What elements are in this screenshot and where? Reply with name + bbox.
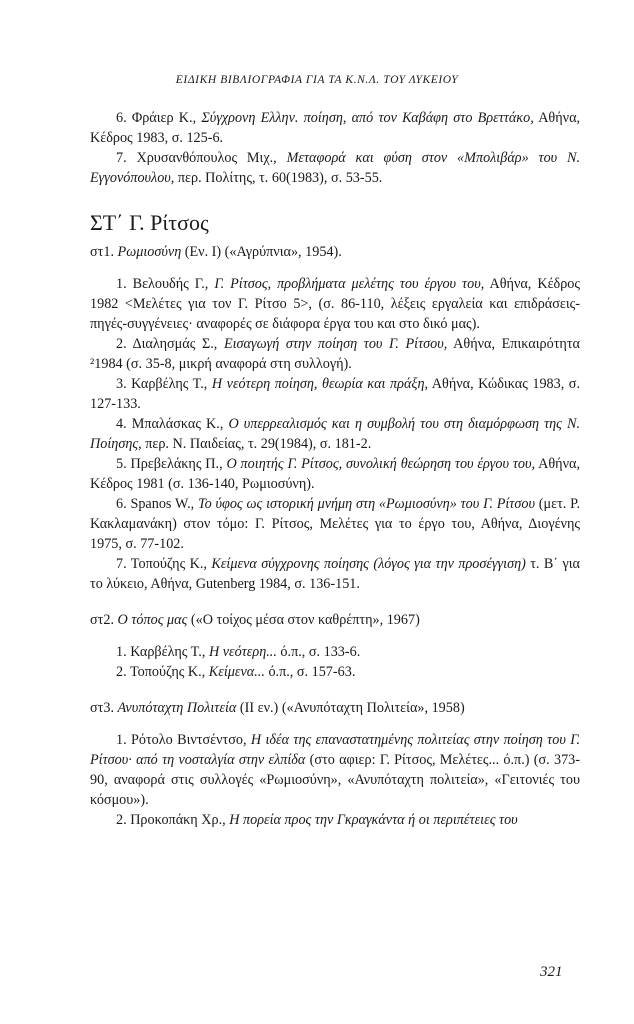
entry-author: Βελουδής Γ., [132, 276, 209, 292]
entry-details: περ. Ν. Παιδείας, τ. 29(1984), σ. 181-2. [145, 436, 372, 452]
entry-number: 6. [116, 496, 127, 512]
entry-number: 7. [116, 556, 127, 572]
entry-title: Η ιδέα της επαναστατημένης πολιτείας στην ποίηση του Γ. Ρίτσου· από τη νοσταλγία στην ελπίδα [90, 732, 580, 768]
entry-title: Η νεότερη ποίηση, θεωρία και πράξη, [211, 376, 429, 392]
entry-details: Αθήνα, Κέδρος 1983, σ. 125-6. [90, 110, 581, 146]
entry-author: Προκοπάκη Χρ., [130, 812, 226, 828]
entry-title: Το ύφος ως ιστορική μνήμη στη «Ρωμιοσύνη» του Γ. Ρίτσου [197, 496, 535, 512]
entry-number: 2. [116, 812, 127, 828]
subsection-label: στ1. [90, 244, 114, 260]
entry-title: Μεταφορά και φύση στον «Μπολιβάρ» του Ν. Εγγονόπουλου, [90, 150, 581, 186]
entry-number: 7. [116, 150, 127, 166]
subsection-title: Ανυπόταχτη Πολιτεία [117, 700, 237, 716]
subsection-2-entries [90, 642, 580, 682]
entry-author: Τοπούζης Κ., [129, 664, 206, 680]
entry-number: 2. [116, 664, 127, 680]
entry-details: (μετ. Ρ. Κακλαμανάκη) στον τόμο: Γ. Ρίτσος, Μελέτες για το έργο του, Αθήνα, Διογένης 1975, σ. 77-102. [90, 496, 581, 552]
top-entries [90, 108, 580, 188]
entry-author: Χρυσανθόπουλος Μιχ., [136, 150, 277, 166]
running-header: ΕΙΔΙΚΗ ΒΙΒΛΙΟΓΡΑΦΙΑ ΓΙΑ ΤΑ Κ.Ν.Λ. ΤΟΥ ΛΥΚΕΙΟΥ [175, 74, 459, 86]
entry-number: 3. [116, 376, 127, 392]
bibliography-entry [90, 374, 580, 414]
entry-number: 2. [116, 336, 127, 352]
entry-author: Spanos W., [130, 496, 195, 512]
entry-author: Πρεβελάκης Π., [130, 456, 223, 472]
entry-number: 1. [116, 276, 127, 292]
entry-details: Αθήνα, Κώδικας 1983, σ. 127-133. [90, 376, 580, 412]
entry-number: 5. [116, 456, 127, 472]
subsection-rest: («Ο τοίχος μέσα στον καθρέπτη», 1967) [190, 612, 420, 628]
bibliography-entry [90, 730, 580, 810]
bibliography-entry [90, 810, 580, 830]
section-title: ΣΤ΄ Γ. Ρίτσος [90, 210, 209, 235]
entry-details: (στο αφιερ: Γ. Ρίτσος, Μελέτες... ό.π.) (σ. 373-90, αναφορά στις συλλογές «Ρωμιοσύνη», «Ανυπόταχτη πολιτεία», «Γειτονιές του κόσμου»). [90, 752, 580, 808]
bibliography-body [90, 108, 580, 830]
subsection-title: Ο τόπος μας [117, 612, 188, 628]
entry-author: Μπαλάσκας Κ., [131, 416, 224, 432]
entry-details: ό.π., σ. 157-63. [268, 664, 356, 680]
entry-title: Η πορεία προς την Γκραγκάντα ή οι περιπέτειες του [229, 812, 518, 828]
entry-number: 1. [116, 732, 127, 748]
bibliography-entry [90, 148, 580, 188]
entry-title: Ο ποιητής Γ. Ρίτσος, συνολική θεώρηση του έργου του, [226, 456, 536, 472]
subsection-heading-3 [90, 698, 580, 718]
entry-title: Εισαγωγή στην ποίηση του Γ. Ρίτσου, [223, 336, 448, 352]
subsection-heading-1 [90, 242, 580, 262]
page-number: 321 [540, 964, 563, 980]
bibliography-entry [90, 414, 580, 454]
bibliography-entry [90, 108, 580, 148]
entry-title: Ο υπερρεαλισμός και η συμβολή του στη διαμόρφωση της Ν. Ποίησης, [90, 416, 581, 452]
subsection-1-entries [90, 274, 580, 594]
entry-author: Διαλησμάς Σ., [132, 336, 218, 352]
bibliography-entry [90, 662, 580, 682]
subsection-label: στ3. [90, 700, 114, 716]
subsection-rest: (Εν. Ι) («Αγρύπνια», 1954). [184, 244, 342, 260]
entry-details: Αθήνα, Κέδρος 1981 (σ. 136-140, Ρωμιοσύνη). [90, 456, 580, 492]
subsection-rest: (ΙΙ εν.) («Ανυπόταχτη Πολιτεία», 1958) [239, 700, 465, 716]
entry-details: Αθήνα, Επικαιρότητα ²1984 (σ. 35-8, μικρή αναφορά στη συλλογή). [90, 336, 580, 372]
entry-details: περ. Πολίτης, τ. 60(1983), σ. 53-55. [177, 170, 383, 186]
bibliography-entry [90, 274, 580, 334]
entry-number: 4. [116, 416, 127, 432]
entry-title: Γ. Ρίτσος, προβλήματα μελέτης του έργου του, [214, 276, 485, 292]
subsection-3-entries [90, 730, 580, 830]
entry-details: ό.π., σ. 133-6. [280, 644, 361, 660]
entry-author: Τοπούζης Κ., [130, 556, 207, 572]
entry-title: Κείμενα σύγχρονης ποίησης (λόγος για την προσέγγιση) [211, 556, 526, 572]
bibliography-entry [90, 554, 580, 594]
subsection-label: στ2. [90, 612, 114, 628]
bibliography-entry [90, 334, 580, 374]
entry-author: Καρβέλης Τ., [130, 644, 206, 660]
entry-title: Σύγχρονη Ελλην. ποίηση, από τον Καβάφη στο Βρεττάκο, [201, 110, 534, 126]
subsection-heading-2 [90, 610, 580, 630]
entry-number: 1. [116, 644, 127, 660]
entry-title: Κείμενα... [208, 664, 265, 680]
bibliography-entry [90, 454, 580, 494]
entry-title: Η νεότερη... [208, 644, 277, 660]
subsection-title: Ρωμιοσύνη [117, 244, 182, 260]
entry-details: Αθήνα, Κέδρος 1982 <Μελέτες για τον Γ. Ρίτσο 5>, (σ. 86-110, λέξεις εργαλεία και επιδράσεις-πηγές-συγγένειες· αναφορές σε διάφορα έργα του και στο δικό μας). [90, 276, 581, 332]
entry-number: 6. [116, 110, 127, 126]
bibliography-entry [90, 642, 580, 662]
bibliography-entry [90, 494, 580, 554]
entry-author: Καρβέλης Τ., [131, 376, 208, 392]
entry-author: Φράιερ Κ., [131, 110, 197, 126]
entry-details: τ. Β΄ για το λύκειο, Αθήνα, Gutenberg 1984, σ. 136-151. [90, 556, 580, 592]
entry-author: Ρότολο Βιντσέντσο, [131, 732, 247, 748]
